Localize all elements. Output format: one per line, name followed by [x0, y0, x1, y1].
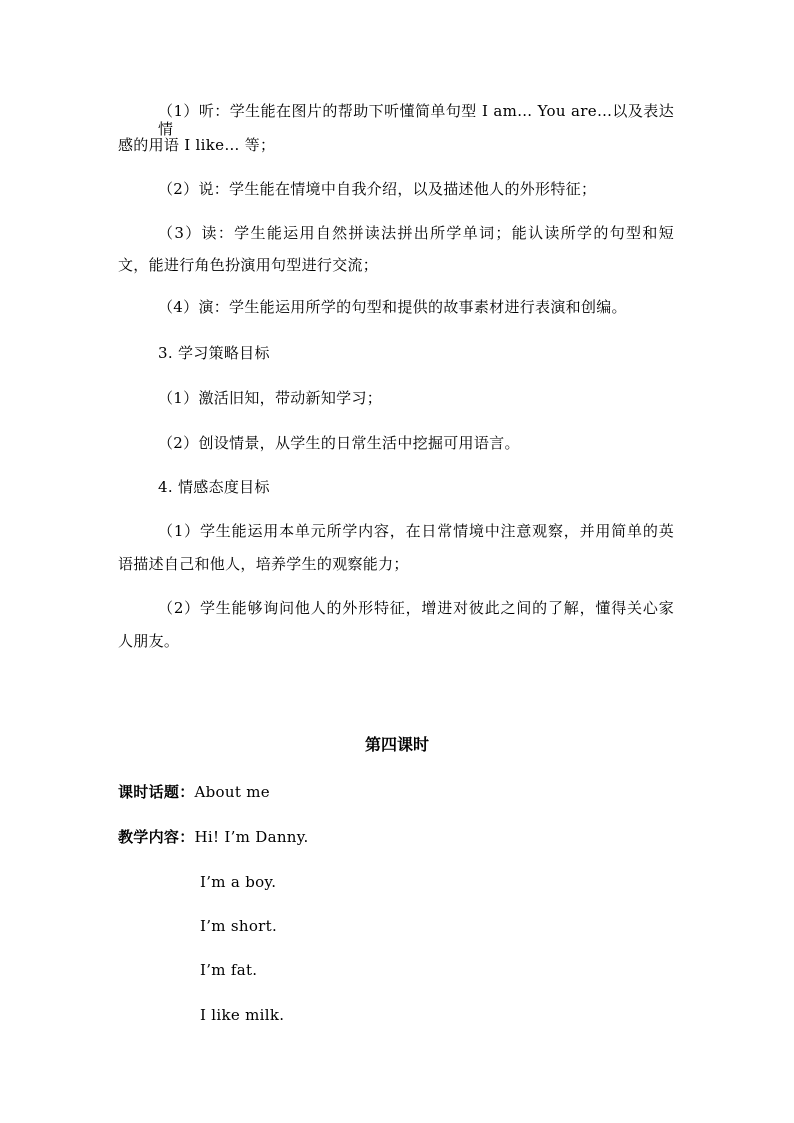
topic-label: 课时话题：: [118, 783, 195, 801]
affect-item-2-line-1: （2）学生能够询问他人的外形特征，增进对彼此之间的了解，懂得关心家: [158, 599, 674, 617]
lesson-topic: [118, 783, 270, 801]
affect-item-1-line-1: （1）学生能运用本单元所学内容，在日常情境中注意观察，并用简单的英: [158, 522, 674, 540]
goal-read-line-2: 文，能进行角色扮演用句型进行交流；: [118, 256, 379, 274]
affect-heading: 4. 情感态度目标: [158, 478, 270, 496]
goal-act: （4）演：学生能运用所学的句型和提供的故事素材进行表演和创编。: [158, 298, 627, 316]
strategy-item-2: （2）创设情景，从学生的日常生活中挖掘可用语言。: [158, 434, 520, 452]
topic-value: About me: [194, 783, 270, 801]
content-label: 教学内容：: [118, 828, 195, 846]
affect-item-2-line-2: 人朋友。: [118, 632, 180, 650]
content-line-1: Hi! I’m Danny.: [194, 828, 309, 846]
strategy-heading: 3. 学习策略目标: [158, 344, 270, 362]
affect-item-1-line-2: 语描述自己和他人，培养学生的观察能力；: [118, 555, 409, 573]
strategy-item-1: （1）激活旧知，带动新知学习；: [158, 389, 383, 407]
content-line-2: I’m a boy.: [200, 873, 277, 891]
goal-listen-line-2: 感的用语 I like… 等；: [118, 136, 276, 154]
goal-speak: （2）说：学生能在情境中自我介绍，以及描述他人的外形特征；: [158, 180, 597, 198]
goal-listen-line-1: （1）听：学生能在图片的帮助下听懂简单句型 I am… You are…以及表达情: [158, 102, 674, 138]
lesson-content: [118, 828, 309, 846]
lesson-title: 第四课时: [364, 735, 429, 754]
content-line-5: I like milk.: [200, 1006, 285, 1024]
content-line-4: I’m fat.: [200, 961, 258, 979]
goal-read-line-1: （3）读：学生能运用自然拼读法拼出所学单词；能认读所学的句型和短: [158, 224, 674, 242]
content-line-3: I’m short.: [200, 917, 278, 935]
